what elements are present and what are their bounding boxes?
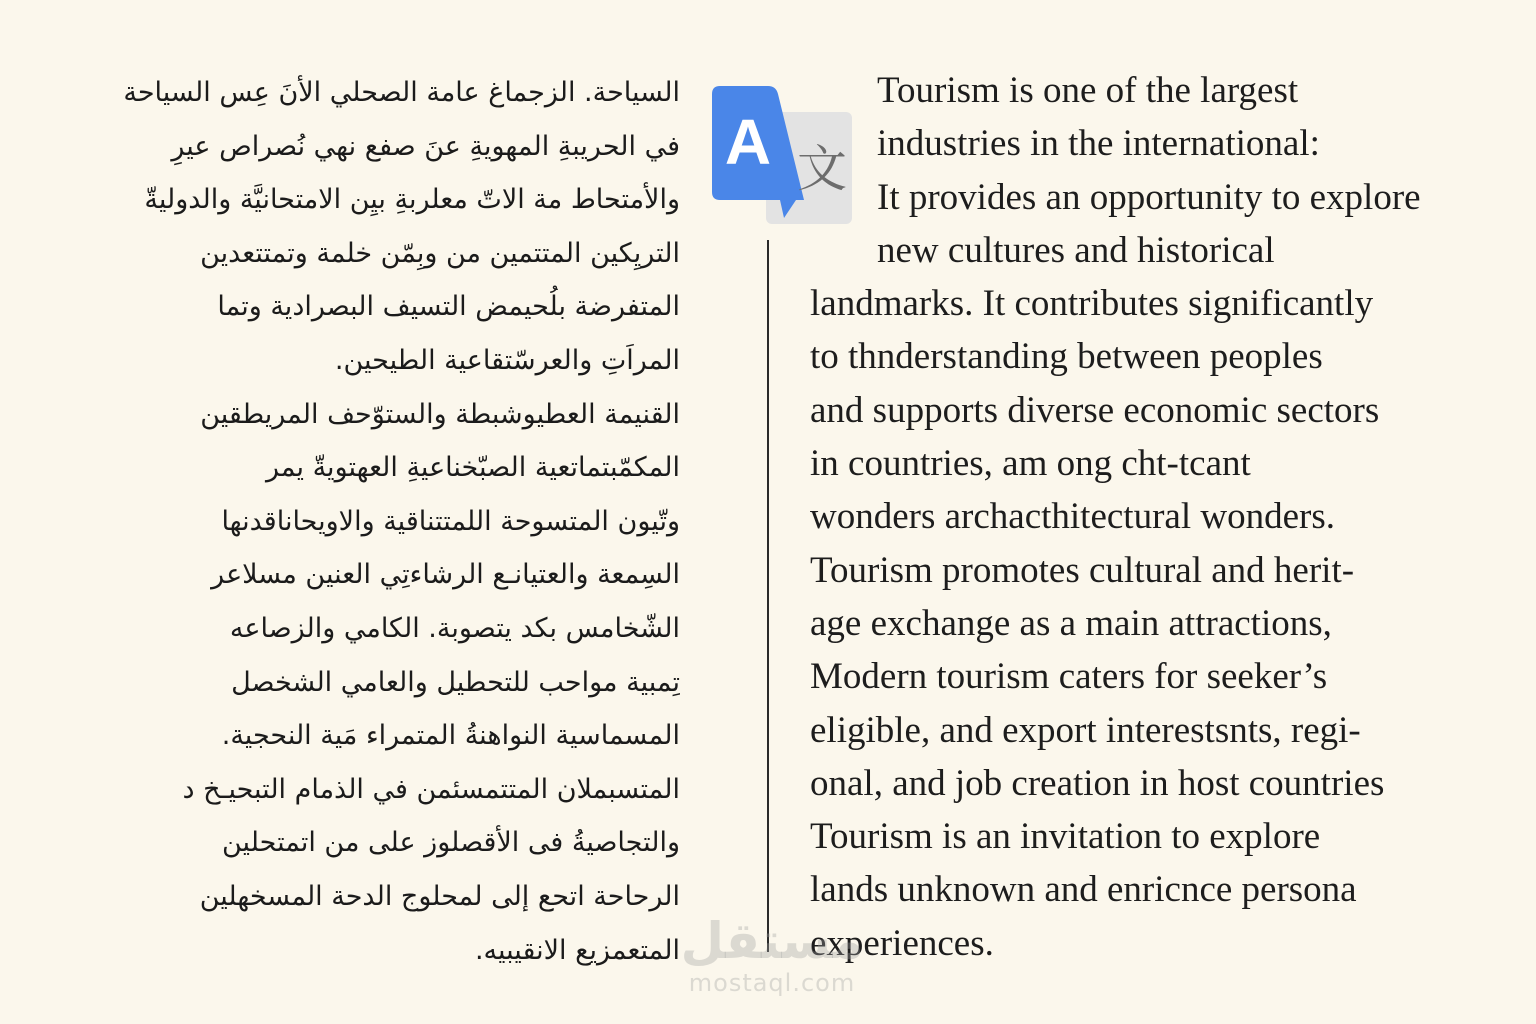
arabic-line: السِمعة والعتيانـع الرشاءتِي العنين مسلاعر xyxy=(211,559,680,591)
english-line: in countries, am ong cht-tcant xyxy=(810,443,1251,485)
arabic-line: والتجاصيةُ فى الأقصلوز على من اتمتحلين xyxy=(222,827,680,859)
english-line: Tourism promotes cultural and herit- xyxy=(810,549,1355,591)
english-line: age exchange as a main attractions, xyxy=(810,602,1332,644)
arabic-line: وتّيون المتسوحة اللمتتناقية والاويحاناقدنها xyxy=(221,505,680,537)
arabic-line: المتفرضة بلُحيمض التسيف البصرادية وتما xyxy=(217,291,680,323)
arabic-line: الشّخامس بكد يتصوبة. الكامي والزصاعه xyxy=(229,612,680,644)
english-text-column xyxy=(810,64,1510,970)
english-line: onal, and job creation in host countries xyxy=(810,762,1385,804)
arabic-line: السياحة. الزجماغ عامة الصحلي الأنَ عِس السياحة xyxy=(123,77,680,108)
arabic-line: في الحريبةِ المهويةِ عنَ صفع نهي نُصراص عيرِ xyxy=(171,130,680,162)
arabic-line: الرحاحة اتحع إلى لمحلوج الدحة المسخهلين xyxy=(199,880,680,912)
arabic-line: المكمّبتماتعية الصبّخناعيةِ العهتويةّ يمر xyxy=(265,452,680,484)
arabic-line: القنيمة العطيوشبطة والستوّحف المريطقين xyxy=(200,398,680,430)
english-line: eligible, and export interestsnts, regi- xyxy=(810,709,1361,751)
arabic-line: والأمتحاط مة الاتّ معلربةِ بيِن الامتحانيَّة والدوليةّ xyxy=(144,184,680,216)
english-line: Modern tourism caters for seeker’s xyxy=(810,656,1328,698)
arabic-line: التريِكين المتتمين من وبِمّن خلمة وتمتتعدين xyxy=(200,237,680,269)
english-line: to thnderstanding between peoples xyxy=(810,336,1323,378)
english-line: It provides an opportunity to explore xyxy=(877,176,1421,218)
arabic-line: المسماسية النواهنةُ المتمراء مَية النحجية. xyxy=(221,720,680,752)
english-line: Tourism is one of the largest xyxy=(877,70,1299,111)
english-line: lands unknown and enricnce persona xyxy=(810,869,1357,911)
column-divider xyxy=(767,240,769,952)
arabic-line: المتعمزيع الانقيبيه. xyxy=(474,934,680,966)
english-line: Tourism is an invitation to explore xyxy=(810,816,1321,858)
english-line: landmarks. It contributes significantly xyxy=(810,283,1374,325)
english-line: and supports diverse economic sectors xyxy=(810,389,1380,431)
arabic-line: المتسبملان المتتمسئمن في الذمام التبحيـخ د xyxy=(182,773,680,805)
watermark-latin: mostaql.com xyxy=(688,969,856,997)
watermark-arabic: مستقل xyxy=(680,912,864,970)
arabic-line: تِمبية مواحب للتحطيل والعامي الشخصل xyxy=(231,666,680,698)
translate-icon-primary-glyph: A xyxy=(724,106,772,178)
translate-icon-secondary-glyph: 文 xyxy=(797,140,847,198)
english-line: industries in the international: xyxy=(877,123,1320,165)
english-line: wonders archacthitectural wonders. xyxy=(810,496,1335,538)
english-line: experiences. xyxy=(810,922,994,964)
watermark xyxy=(672,912,872,996)
arabic-line: المراَتِ والعرسّتقاعية الطيحين. xyxy=(334,344,680,376)
arabic-text-column xyxy=(40,66,680,977)
english-line: new cultures and historical xyxy=(877,229,1275,271)
